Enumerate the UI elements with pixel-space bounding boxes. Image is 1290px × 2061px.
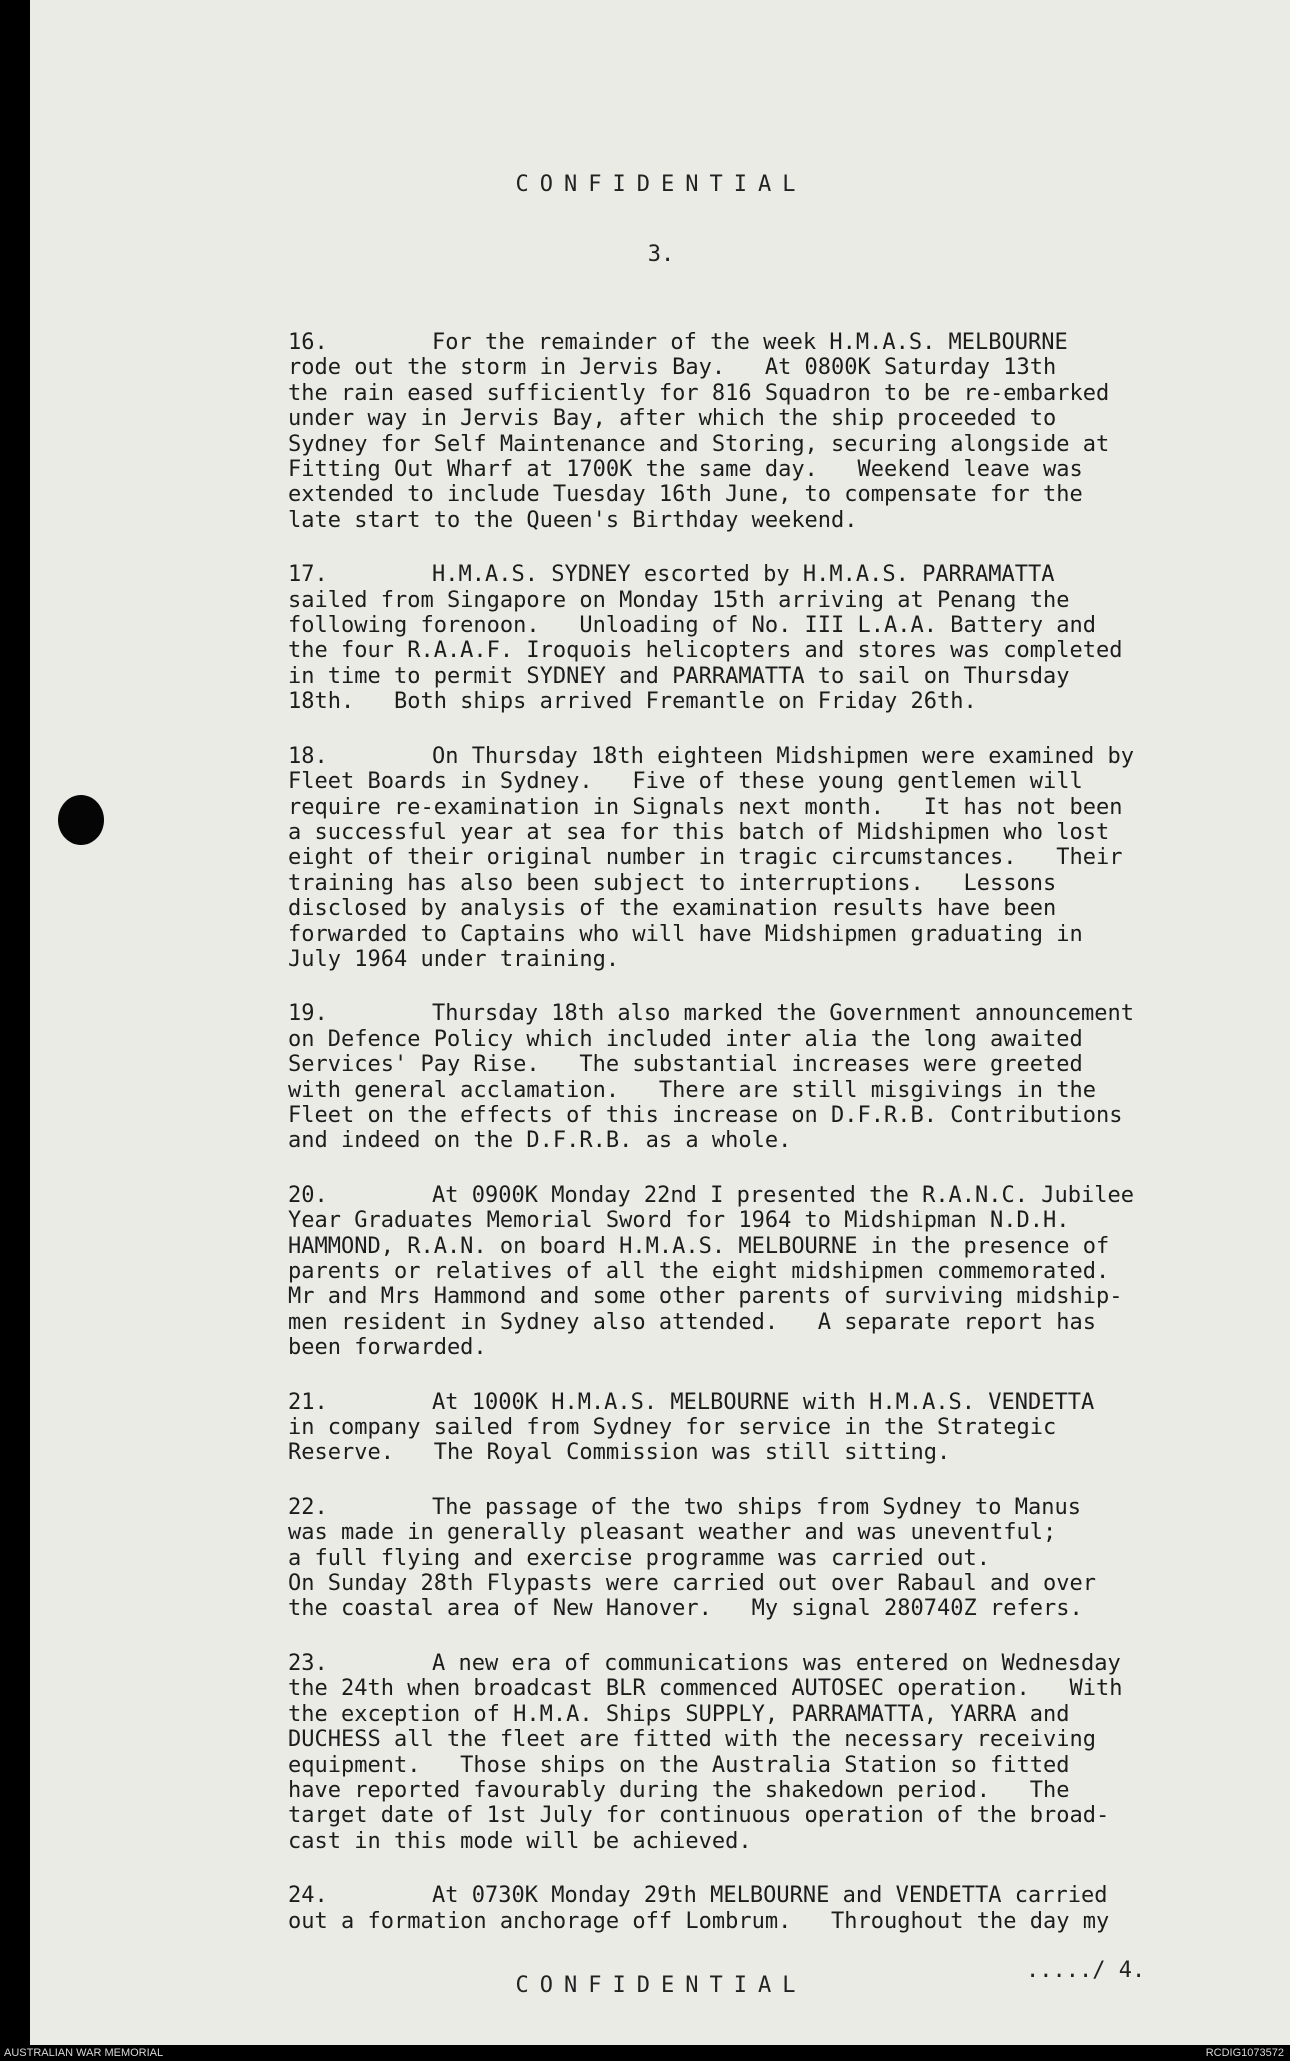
paragraph-line [288,381,1248,406]
paragraph-text: Thursday 18th also marked the Government announcement [432,1001,1134,1027]
paragraph-number: 22. [288,1494,328,1520]
paragraph-text: eight of their original number in tragic circumstances. Their [288,845,1123,871]
paragraph-line [288,1335,1248,1360]
paragraph-text: extended to include Tuesday 16th June, to compensate for the [288,482,1083,508]
paragraph-line [288,845,1248,870]
paragraph-line [288,588,1248,613]
paragraph-text: equipment. Those ships on the Australia Station so fitted [288,1752,1070,1778]
paragraph-line [288,871,1248,896]
paragraph-line [288,1078,1248,1103]
paragraph-line [288,947,1248,972]
paragraph-text: in time to permit SYDNEY and PARRAMATTA to sail on Thursday [288,663,1070,689]
paragraph-text: Reserve. The Royal Commission was still sitting. [288,1440,951,1466]
paragraph-line [288,1234,1248,1259]
paragraph-text: disclosed by analysis of the examination results have been [288,896,1057,922]
paragraph-line [288,1571,1248,1596]
paragraph-line [288,457,1248,482]
paragraph-text: out a formation anchorage off Lombrum. Throughout the day my [288,1908,1110,1934]
paragraph-line [288,1651,1248,1676]
paragraph-text: the exception of H.M.A. Ships SUPPLY, PARRAMATTA, YARRA and [288,1701,1070,1727]
paragraph-line [288,1803,1248,1828]
paragraph-line [288,1259,1248,1284]
paragraph-number: 18. [288,743,328,769]
paragraph-text: and indeed on the D.F.R.B. as a whole. [288,1128,792,1154]
paragraph-text: a full flying and exercise programme was carried out. [288,1545,990,1571]
paragraph-text: parents or relatives of all the eight midshipmen commemorated. [288,1259,1110,1284]
paragraph-number: 24. [288,1883,328,1909]
paragraph-text: under way in Jervis Bay, after which the ship proceeded to [288,406,1057,432]
paragraph-text: the coastal area of New Hanover. My signal 280740Z refers. [288,1596,1083,1622]
paragraph-line [288,1052,1248,1077]
paragraph-text: men resident in Sydney also attended. A separate report has [288,1309,1096,1335]
classification-footer: CONFIDENTIAL [515,1973,807,1998]
paragraph-number: 20. [288,1182,328,1208]
paragraph-number: 16. [288,330,328,355]
continuation-marker: ...../ 4. [1026,1958,1146,1983]
paragraph-line [288,664,1248,689]
paragraph-line [288,1520,1248,1545]
paragraph-line [288,355,1248,380]
paragraph [288,1651,1248,1854]
paragraph [288,562,1248,714]
paragraph-line [288,1702,1248,1727]
paragraph [288,330,1248,533]
paragraph-text: Sydney for Self Maintenance and Storing, securing alongside at [288,431,1110,457]
paragraph-line [288,896,1248,921]
paragraph-text: July 1964 under training. [288,946,620,972]
paragraph-line [288,689,1248,714]
paragraph-text: in company sailed from Sydney for service in the Strategic [288,1415,1057,1441]
paragraph-line [288,1001,1248,1026]
paragraph-text: have reported favourably during the shakedown period. The [288,1777,1070,1803]
paragraph-line [288,1310,1248,1335]
paragraph-line [288,406,1248,431]
paragraph-text: DUCHESS all the fleet are fitted with the necessary receiving [288,1727,1096,1753]
paragraph-line [288,1596,1248,1621]
page-number: 3. [647,242,675,267]
paragraph-text: Mr and Mrs Hammond and some other parents of surviving midship- [288,1284,1123,1310]
paragraph-line [288,613,1248,638]
paragraph-number: 17. [288,562,328,588]
paragraph-text: Fleet on the effects of this increase on D.F.R.B. Contributions [288,1102,1123,1128]
paragraph-text: require re-examination in Signals next month. It has not been [288,794,1123,820]
paragraph-line [288,1103,1248,1128]
paragraph-number: 21. [288,1389,328,1415]
paragraph-line [288,1440,1248,1465]
paragraph-text: was made in generally pleasant weather and was uneventful; [288,1520,1057,1546]
paragraph-line [288,432,1248,457]
paragraph-line [288,1676,1248,1701]
paragraph-text: H.M.A.S. SYDNEY escorted by H.M.A.S. PARRAMATTA [432,562,1055,588]
paragraph-line [288,795,1248,820]
paragraph-text: At 0730K Monday 29th MELBOURNE and VENDETTA carried [432,1883,1108,1909]
archive-reference: RCDIG1073572 [1205,2047,1284,2059]
paragraph-line [288,1415,1248,1440]
paragraph-line [288,1909,1248,1934]
paragraph-line [288,330,1248,355]
paragraph-line [288,1546,1248,1571]
paragraph-text: following forenoon. Unloading of No. III L.A.A. Battery and [288,613,1096,639]
paragraph [288,1390,1248,1466]
paragraph-text: On Thursday 18th eighteen Midshipmen were examined by [432,743,1134,769]
paragraph-line [288,1390,1248,1415]
paragraph-line [288,1753,1248,1778]
paragraph-line [288,769,1248,794]
paragraph [288,1495,1248,1622]
paragraph-text: sailed from Singapore on Monday 15th arriving at Penang the [288,587,1070,613]
paragraph-line [288,1027,1248,1052]
document-page [30,0,1290,2045]
paragraph-line [288,1778,1248,1803]
paragraph-text: On Sunday 28th Flypasts were carried out over Rabaul and over [288,1571,1096,1597]
paragraph-line [288,1128,1248,1153]
paragraph-text: The passage of the two ships from Sydney to Manus [432,1494,1082,1520]
paragraph-text: For the remainder of the week H.M.A.S. MELBOURNE [432,330,1068,355]
paragraph-text: a successful year at sea for this batch of Midshipmen who lost [288,819,1110,845]
paragraph-line [288,1727,1248,1752]
paragraph-text: been forwarded. [288,1335,487,1361]
paragraph-text: on Defence Policy which included inter alia the long awaited [288,1026,1083,1052]
paragraph [288,1001,1248,1153]
paragraph-text: Fitting Out Wharf at 1700K the same day. Weekend leave was [288,457,1083,483]
paragraph-text: A new era of communications was entered on Wednesday [432,1650,1121,1676]
paragraph-line [288,1208,1248,1233]
paragraph-text: At 0900K Monday 22nd I presented the R.A.N.C. Jubilee [432,1182,1134,1208]
paragraph-text: the rain eased sufficiently for 816 Squadron to be re-embarked [288,380,1110,406]
paragraph-number: 23. [288,1650,328,1676]
paragraph-line [288,562,1248,587]
paragraph-number: 19. [288,1001,328,1027]
paragraph [288,1883,1248,1934]
paragraph-text: At 1000K H.M.A.S. MELBOURNE with H.M.A.S. VENDETTA [432,1389,1095,1415]
paragraph-line [288,1829,1248,1854]
paragraph [288,744,1248,973]
archive-footer [0,2045,1290,2061]
paragraph-text: with general acclamation. There are still misgivings in the [288,1077,1096,1103]
paragraph-text: target date of 1st July for continuous operation of the broad- [288,1803,1110,1829]
paragraph-text: cast in this mode will be achieved. [288,1828,752,1854]
paragraph-text: late start to the Queen's Birthday weekend. [288,507,858,533]
paragraph-line [288,820,1248,845]
paragraph-text: 18th. Both ships arrived Fremantle on Friday 26th. [288,689,977,715]
paragraph-text: Year Graduates Memorial Sword for 1964 to Midshipman N.D.H. [288,1208,1070,1234]
punch-hole [58,795,104,845]
paragraph-text: Fleet Boards in Sydney. Five of these young gentlemen will [288,769,1083,795]
report-body [288,330,1248,1963]
paragraph-line [288,1284,1248,1309]
paragraph-line [288,1495,1248,1520]
classification-header: CONFIDENTIAL [515,172,807,197]
paragraph-text: the 24th when broadcast BLR commenced AUTOSEC operation. With [288,1676,1123,1702]
archive-source: AUSTRALIAN WAR MEMORIAL [4,2047,164,2059]
paragraph-text: HAMMOND, R.A.N. on board H.M.A.S. MELBOURNE in the presence of [288,1233,1110,1259]
paragraph-text: forwarded to Captains who will have Midshipmen graduating in [288,921,1083,947]
paragraph [288,1183,1248,1361]
paragraph-line [288,638,1248,663]
paragraph-text: Services' Pay Rise. The substantial increases were greeted [288,1052,1083,1078]
paragraph-line [288,922,1248,947]
paragraph-line [288,1183,1248,1208]
paragraph-text: the four R.A.A.F. Iroquois helicopters and stores was completed [288,638,1123,664]
paragraph-line [288,1883,1248,1908]
paragraph-line [288,482,1248,507]
paragraph-line [288,508,1248,533]
paragraph-text: training has also been subject to interruptions. Lessons [288,870,1057,896]
paragraph-text: rode out the storm in Jervis Bay. At 0800K Saturday 13th [288,355,1057,381]
paragraph-line [288,744,1248,769]
